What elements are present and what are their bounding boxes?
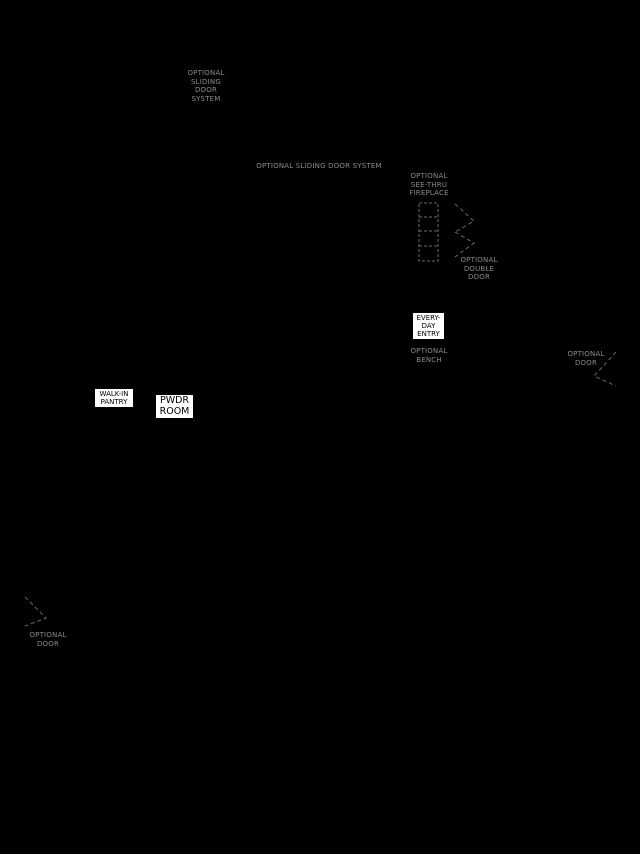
fireplace-outline bbox=[419, 203, 438, 261]
label-sliding-door-system-left: OPTIONAL SLIDING DOOR SYSTEM bbox=[187, 69, 225, 103]
door-swing-left bbox=[25, 597, 46, 626]
label-see-thru-fireplace: OPTIONAL SEE-THRU FIREPLACE bbox=[409, 172, 449, 198]
room-tag-powder-room: PWDR ROOM bbox=[156, 395, 193, 418]
double-door-swing bbox=[455, 204, 474, 257]
room-tag-everyday-entry: EVERY- DAY ENTRY bbox=[413, 313, 444, 339]
label-double-door: OPTIONAL DOUBLE DOOR bbox=[460, 256, 498, 282]
label-door-right: OPTIONAL DOOR bbox=[567, 350, 605, 367]
room-tag-walk-in-pantry: WALK-IN PANTRY bbox=[95, 389, 133, 407]
label-bench: OPTIONAL BENCH bbox=[410, 347, 448, 364]
label-sliding-door-system-center: OPTIONAL SLIDING DOOR SYSTEM bbox=[256, 162, 382, 170]
door-swing-lower bbox=[455, 232, 474, 257]
left-door-swing bbox=[25, 597, 46, 626]
fireplace-symbol bbox=[419, 203, 438, 261]
door-swing-upper bbox=[455, 204, 474, 232]
label-door-left: OPTIONAL DOOR bbox=[29, 631, 67, 648]
